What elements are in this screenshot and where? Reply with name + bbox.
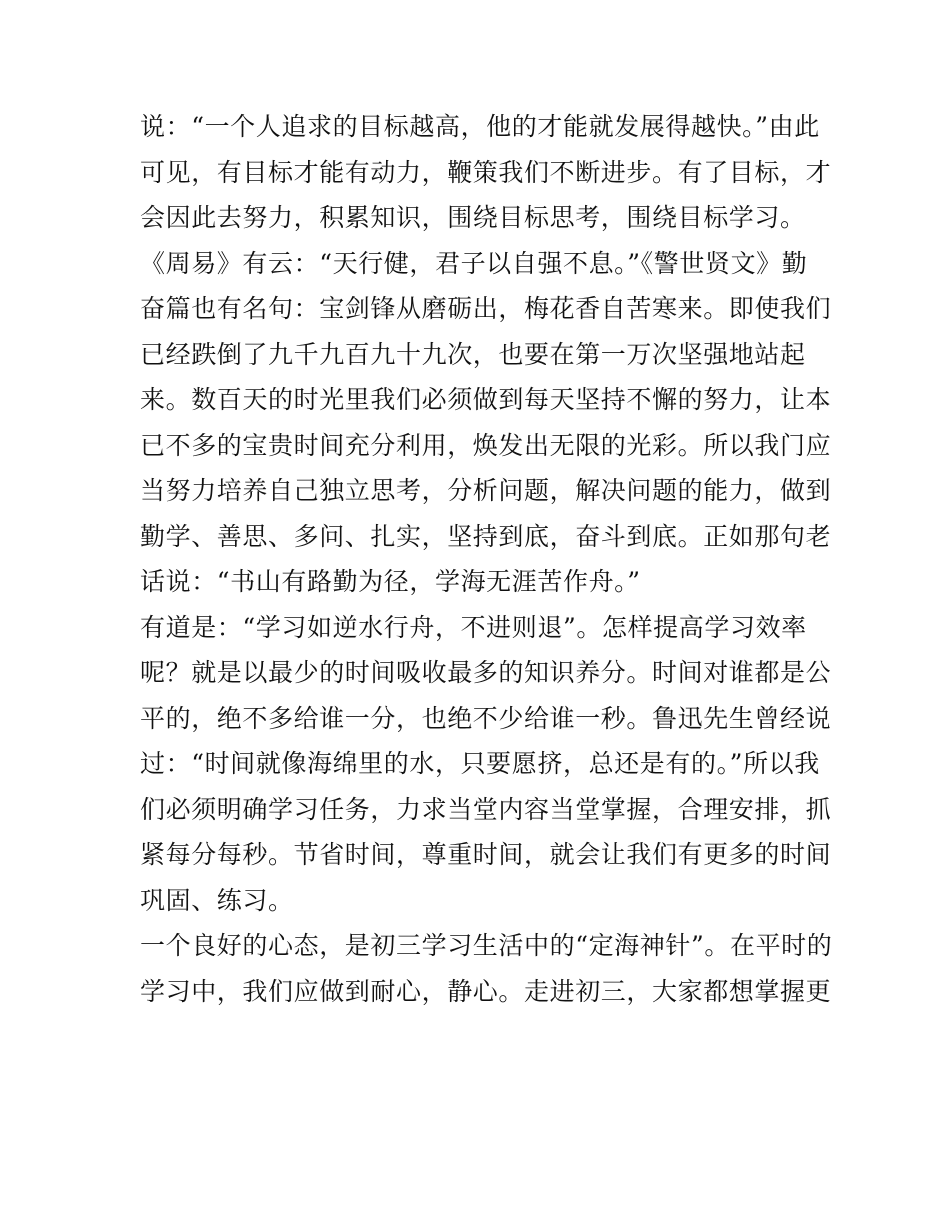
text-line: 一个良好的心态，是初三学习生活中的“定海神针”。在平时的 (140, 931, 833, 960)
text-line: 奋篇也有名句：宝剑锋从磨砺出，梅花香自苦寒来。即使我们 (140, 294, 832, 323)
text-line: 会因此去努力，积累知识，围绕目标思考，围绕目标学习。 (140, 203, 806, 232)
text-line: 来。数百天的时光里我们必须做到每天坚持不懈的努力，让本 (140, 385, 832, 414)
text-line: 学习中，我们应做到耐心，静心。走进初三，大家都想掌握更 (140, 976, 832, 1006)
text-line: 话说：“书山有路勤为径，学海无涯苦作舟。” (140, 567, 641, 596)
text-line: 紧每分每秒。节省时间，尊重时间，就会让我们有更多的时间 (140, 840, 832, 869)
text-line: 已不多的宝贵时间充分利用，焕发出无限的光彩。所以我门应 (140, 430, 832, 460)
text-line: 有道是：“学习如逆水行舟，不进则退”。怎样提高学习效率 (140, 612, 807, 642)
text-line: 说：“一个人追求的目标越高，他的才能就发展得越快。”由此 (140, 112, 820, 141)
text-line: 可见，有目标才能有动力，鞭策我们不断进步。有了目标，才 (140, 157, 832, 187)
text-line: 巩固、练习。 (140, 885, 294, 915)
text-line: 过：“时间就像海绵里的水，只要愿挤，总还是有的。”所以我 (140, 749, 820, 778)
body-text (140, 104, 833, 1014)
text-line: 《周易》有云：“天行健，君子以自强不息。”《警世贤文》勤 (140, 248, 808, 278)
text-line: 平的，绝不多给谁一分，也绝不少给谁一秒。鲁迅先生曾经说 (140, 703, 832, 733)
text-line: 已经跌倒了九千九百九十九次，也要在第一万次坚强地站起 (140, 339, 806, 369)
text-line: 当努力培养自己独立思考，分析问题，解决问题的能力，做到 (140, 476, 832, 505)
text-line: 勤学、善思、多问、扎实，坚持到底，奋斗到底。正如那句老 (140, 521, 832, 551)
text-line: 们必须明确学习任务，力求当堂内容当堂掌握，合理安排，抓 (140, 794, 832, 824)
text-line: 呢？就是以最少的时间吸收最多的知识养分。时间对谁都是公 (140, 658, 832, 687)
